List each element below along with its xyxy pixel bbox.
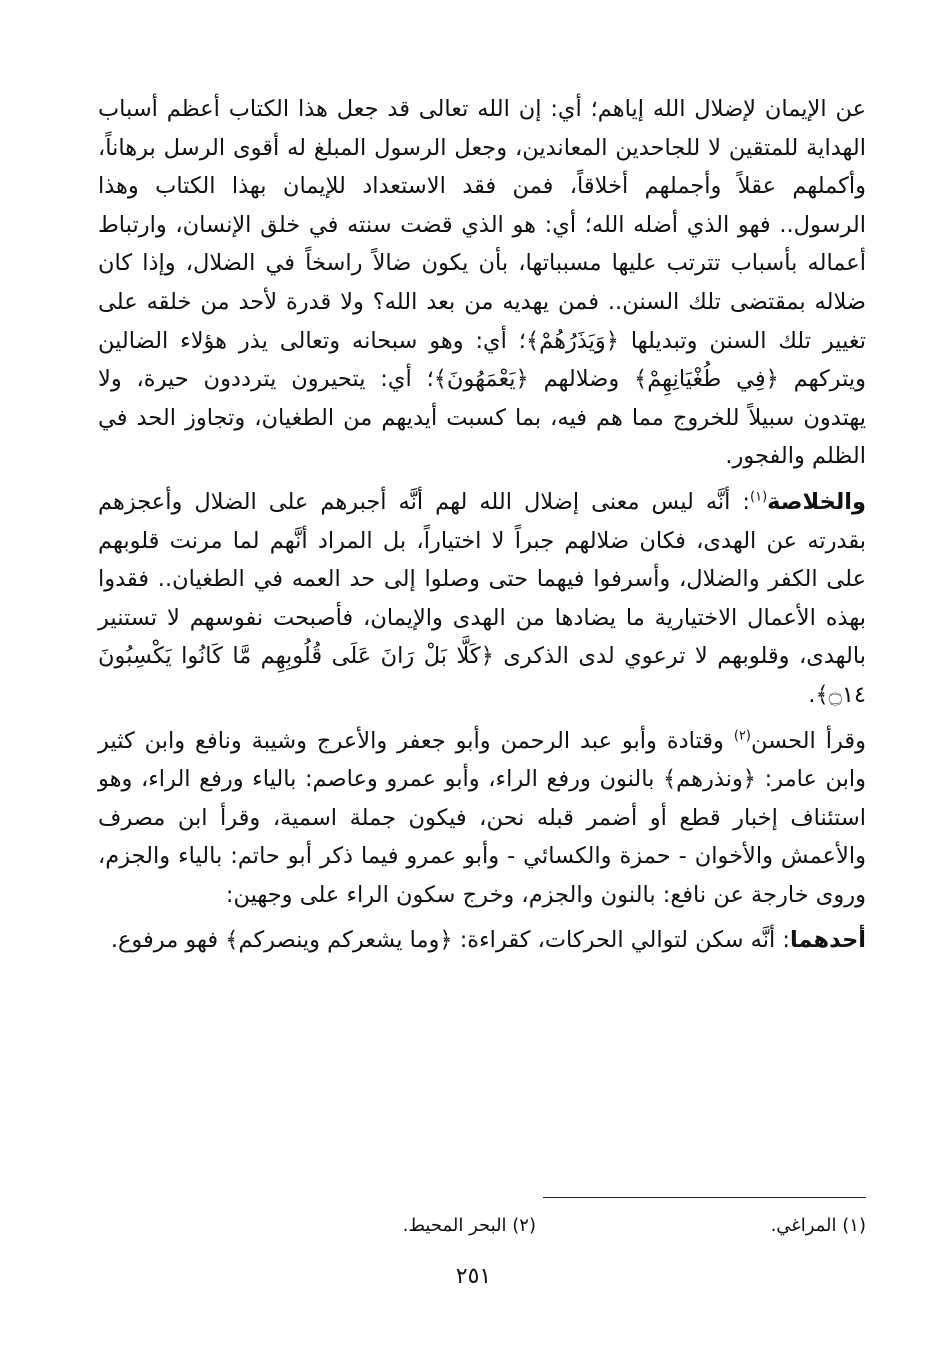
paragraph-4-text: : أنَّه سكن لتوالي الحركات، كقراءة: ﴿وما يشعركم وينصركم﴾ فهو مرفوع. bbox=[110, 927, 790, 954]
paragraph-3-before: وقرأ الحسن bbox=[750, 727, 866, 754]
paragraph-4-lead: أحدهما bbox=[789, 927, 866, 954]
paragraph-2 bbox=[98, 483, 866, 715]
page-number: ٢٥١ bbox=[455, 1264, 492, 1289]
paragraph-2-lead: والخلاصة bbox=[767, 488, 866, 515]
footnote-divider bbox=[543, 1197, 866, 1198]
paragraph-1-text: عن الإيمان لإضلال الله إياهم؛ أي: إن الله تعالى قد جعل هذا الكتاب أعظم أسباب الهداية للمتقين لا للجاحدين المعاندين، وجعل الرسول المبلغ له أقوى الرسل برهاناً، وأكملهم عقلاً وأجملهم أخلاقاً، فمن فقد الاستعداد للإيمان بهذا الكتاب وهذا الرسول.. فهو الذي أضله الله؛ أي: هو الذي قضت سنته في خلق الإنسان، وارتباط أعماله بأسباب تترتب عليها مسبباتها، بأن يكون ضالاً راسخاً في الضلال، وإذا كان ضلاله بمقتضى تلك السنن.. فمن يهديه من بعد الله؟ ولا قدرة لأحد من خلقه على تغيير تلك السنن وتبديلها ﴿وَيَذَرُهُمْ﴾؛ أي: وهو سبحانه وتعالى يذر هؤلاء الضالين ويتركهم ﴿فِي طُغْيَانِهِمْ﴾ وضلالهم ﴿يَعْمَهُونَ﴾؛ أي: يتحيرون يترددون حيرة، ولا يهتدون سبيلاً للخروج مما هم فيه، بما كسبت أيديهم من الطغيان، وتجاوز الحد في الظلم والفجور. bbox=[98, 96, 866, 470]
footnote-ref-1: (١) bbox=[750, 489, 768, 505]
paragraph-4 bbox=[98, 921, 866, 960]
footnote-1: (١) المراغي. bbox=[770, 1215, 866, 1236]
footnote-ref-2: (٢) bbox=[733, 728, 751, 743]
footnote-2: (٢) البحر المحيط. bbox=[402, 1215, 536, 1236]
paragraph-1 bbox=[98, 90, 866, 476]
paragraph-3 bbox=[98, 722, 866, 915]
footnotes bbox=[200, 1212, 866, 1240]
paragraph-3-text: وقتادة وأبو عبد الرحمن وأبو جعفر والأعرج وشيبة ونافع وابن كثير وابن عامر: ﴿ونذرهم﴾ بالنون ورفع الراء، وأبو عمرو وعاصم: بالياء ورفع الراء، وهو استئناف إخبار قطع أو أضمر قبله نحن، فيكون جملة اسمية، وقرأ ابن مصرف والأعمش والأخوان - حمزة والكسائي - وأبو عمرو فيما ذكر أبو حاتم: بالياء والجزم، وروى خارجة عن نافع: بالنون والجزم، وخرج سكون الراء على وجهين: bbox=[98, 727, 866, 908]
main-text bbox=[98, 90, 866, 967]
paragraph-2-text: : أنَّه ليس معنى إضلال الله لهم أنَّه أجبرهم على الضلال وأعجزهم بقدرته عن الهدى، فكان ضلالهم جبراً لا اختياراً، بل المراد أنَّهم لما مرنت قلوبهم على الكفر والضلال، وأسرفوا فيهما حتى وصلوا إلى حد العمه في الطغيان.. فقدوا بهذه الأعمال الاختيارية ما يضادها من الهدى والإيمان، فأصبحت نفوسهم لا تستنير بالهدى، وقلوبهم لا ترعوي لدى الذكرى ﴿كَلَّا بَلْ رَانَ عَلَى قُلُوبِهِم مَّا كَانُوا يَكْسِبُونَ ۝١٤﴾. bbox=[98, 488, 866, 708]
